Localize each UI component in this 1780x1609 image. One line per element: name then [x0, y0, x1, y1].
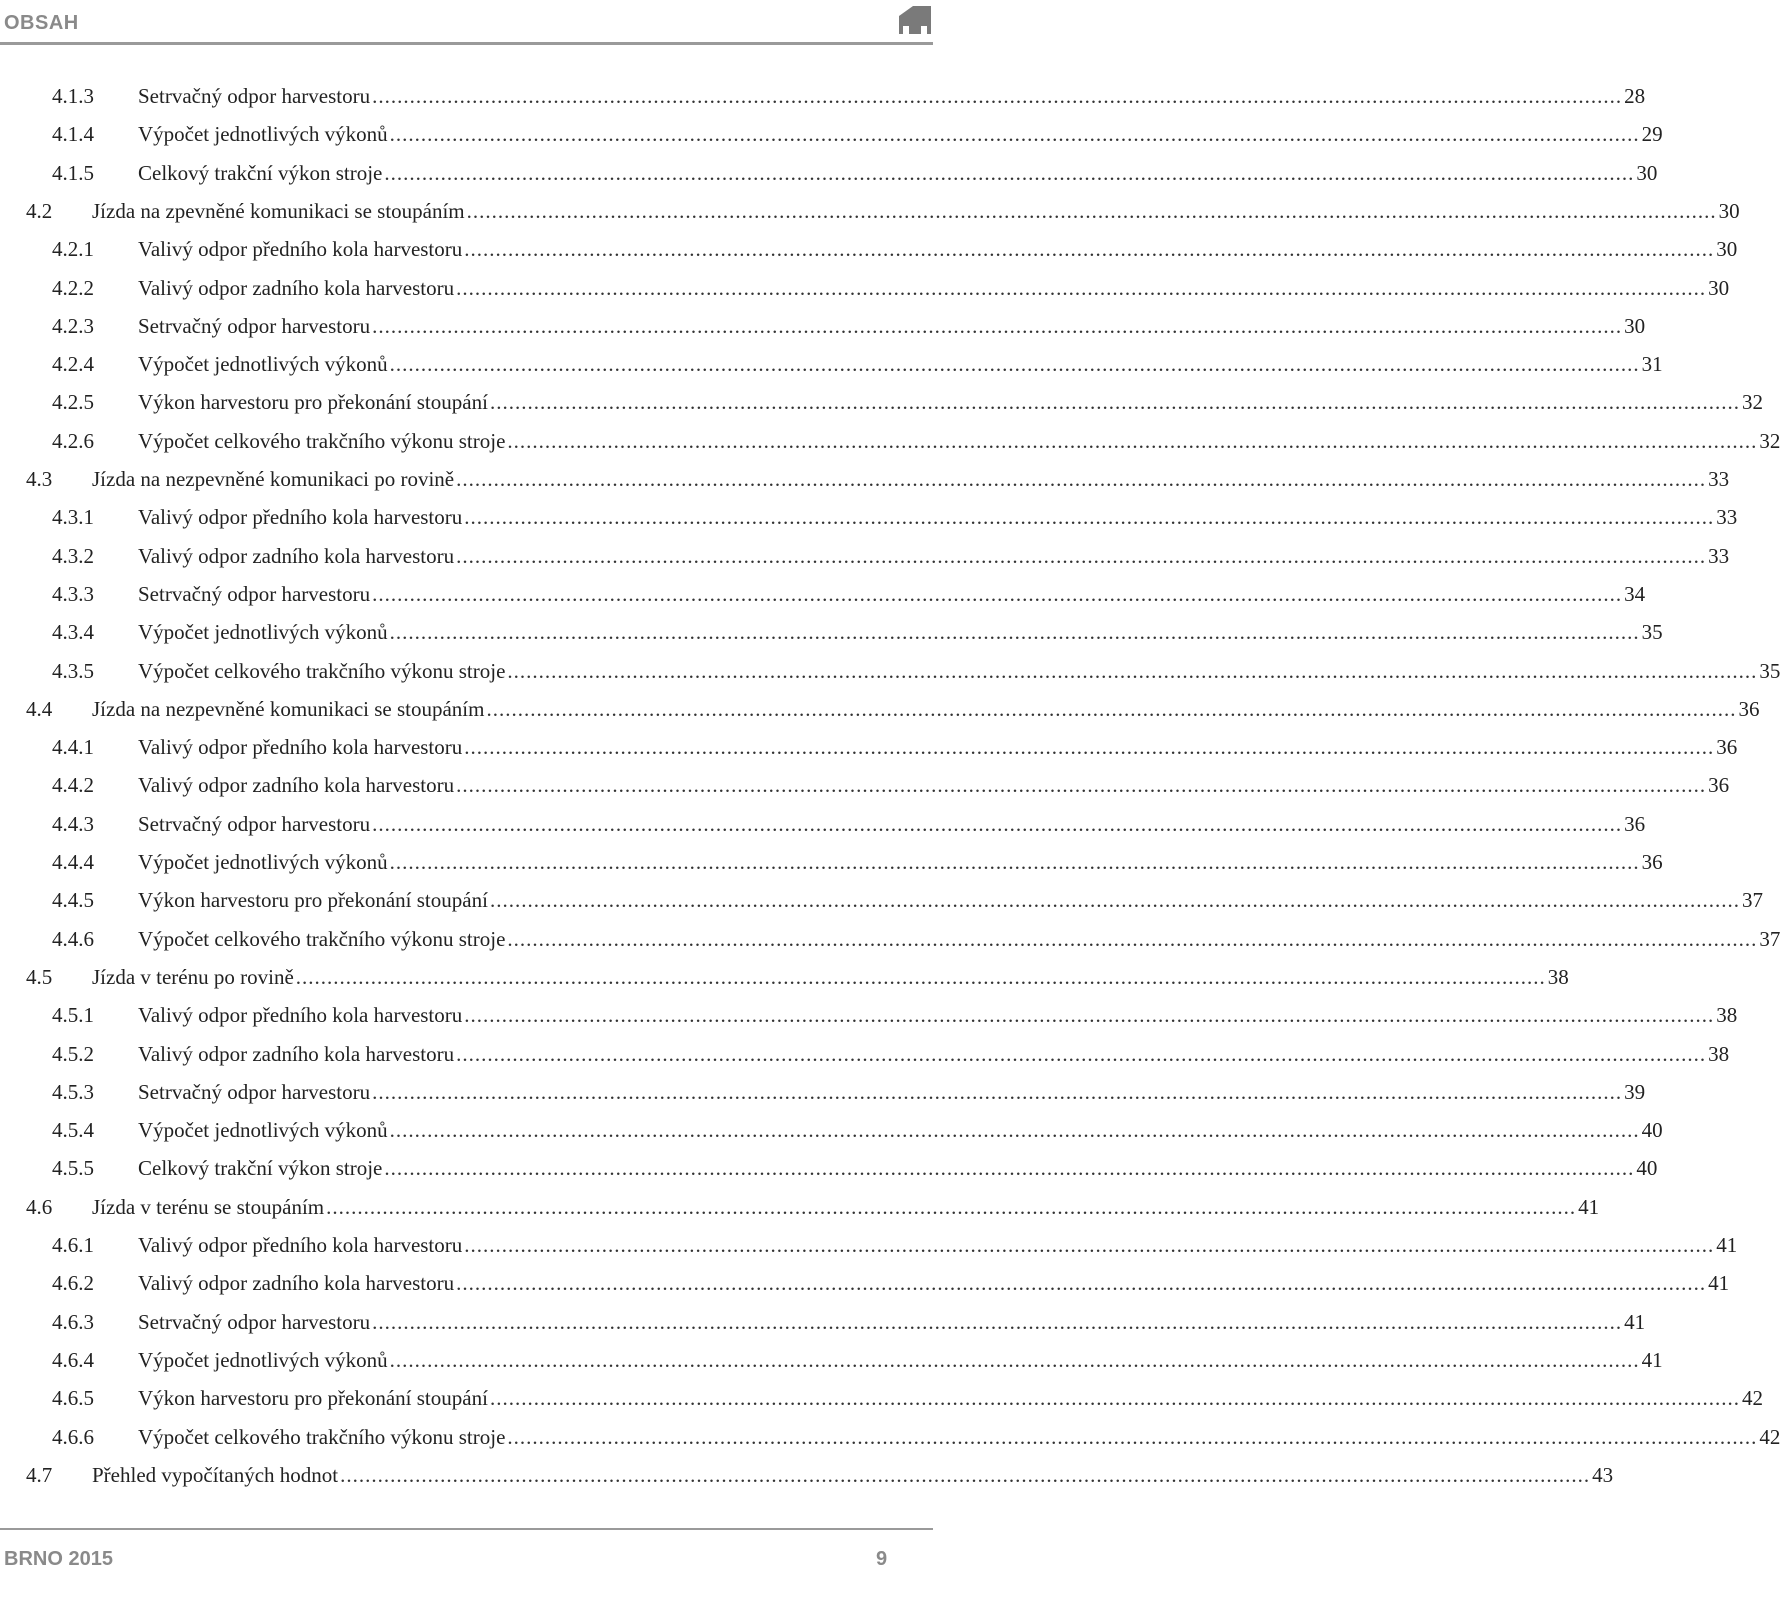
university-logo-icon [899, 4, 931, 36]
toc-dot-leader: ........................................................................................................................................................................................................ [372, 811, 1623, 836]
toc-entry[interactable] [52, 543, 1730, 582]
toc-entry[interactable] [52, 1156, 1658, 1194]
toc-entry-number: 4.6 [26, 1194, 53, 1219]
toc-entry-title: Výpočet celkového trakčního výkonu stroje [138, 428, 506, 453]
toc-entry-page: 30 [1716, 237, 1738, 262]
toc-dot-leader: ........................................................................................................................................................................................................ [384, 160, 1635, 185]
toc-entry-number: 4.2.3 [52, 313, 94, 338]
toc-entry-page: 41 [1624, 1309, 1646, 1334]
toc-entry-number: 4.3 [26, 467, 53, 491]
toc-entry-number: 4.5.5 [52, 1156, 94, 1181]
toc-entry[interactable] [52, 850, 1663, 888]
toc-dot-leader: ........................................................................................................................................................................................................ [295, 964, 1546, 989]
page-header [0, 0, 960, 46]
toc-entry-number: 4.3.3 [52, 581, 94, 606]
toc-entry-title: Celkový trakční výkon stroje [138, 1156, 383, 1181]
toc-entry[interactable] [52, 581, 1646, 620]
toc-entry-page: 32 [1741, 390, 1763, 415]
toc-dot-leader: ........................................................................................................................................................................................................ [489, 390, 1740, 415]
toc-entry-title: Výpočet jednotlivých výkonů [138, 620, 388, 645]
toc-dot-leader: ........................................................................................................................................................................................................ [340, 1462, 1591, 1487]
toc-entry-number: 4.4.6 [52, 926, 94, 951]
toc-entry-number: 4.5.3 [52, 1079, 94, 1104]
footer-divider [0, 1528, 933, 1530]
toc-dot-leader: ........................................................................................................................................................................................................ [507, 1424, 1758, 1449]
toc-entry[interactable] [52, 1309, 1646, 1348]
toc-dot-leader: ........................................................................................................................................................................................................ [384, 1156, 1635, 1181]
footer-location-year: BRNO 2015 [4, 1548, 113, 1570]
toc-dot-leader: ........................................................................................................................................................................................................ [389, 122, 1640, 147]
toc-entry-title: Jízda na zpevněné komunikaci se stoupáním [92, 198, 465, 223]
toc-dot-leader: ........................................................................................................................................................................................................ [464, 1003, 1715, 1028]
toc-entry[interactable] [52, 275, 1730, 314]
toc-entry-title: Valivý odpor zadního kola harvestoru [138, 275, 455, 300]
toc-entry-number: 4.2.1 [52, 237, 94, 262]
toc-entry-number: 4.4.5 [52, 888, 94, 913]
toc-dot-leader: ........................................................................................................................................................................................................ [372, 84, 1623, 108]
header-divider [0, 42, 933, 45]
toc-entry-page: 36 [1708, 773, 1730, 798]
toc-entry-number: 4.7 [26, 1462, 53, 1487]
toc-entry-page: 36 [1738, 696, 1760, 721]
toc-entry-page: 36 [1716, 735, 1738, 760]
toc-entry-number: 4.3.1 [52, 505, 94, 530]
toc-entry-page: 30 [1708, 275, 1730, 300]
toc-entry[interactable] [26, 1194, 1600, 1233]
toc-dot-leader: ........................................................................................................................................................................................................ [489, 888, 1740, 913]
toc-entry-title: Valivý odpor předního kola harvestoru [138, 237, 463, 262]
toc-dot-leader: ........................................................................................................................................................................................................ [464, 505, 1715, 530]
toc-entry-number: 4.3.2 [52, 543, 94, 568]
toc-entry-title: Setrvačný odpor harvestoru [138, 1079, 371, 1104]
toc-entry-title: Výkon harvestoru pro překonání stoupání [138, 1386, 488, 1411]
toc-entry-title: Setrvačný odpor harvestoru [138, 313, 371, 338]
toc-entry-title: Výpočet jednotlivých výkonů [138, 1118, 388, 1143]
toc-entry-page: 42 [1759, 1424, 1780, 1449]
toc-entry-title: Valivý odpor zadního kola harvestoru [138, 1041, 455, 1066]
toc-dot-leader: ........................................................................................................................................................................................................ [464, 237, 1715, 262]
toc-entry-page: 40 [1636, 1156, 1658, 1181]
toc-entry-page: 33 [1716, 505, 1738, 530]
toc-entry-title: Valivý odpor předního kola harvestoru [138, 1003, 463, 1028]
toc-entry-title: Jízda na nezpevněné komunikaci se stoupáním [92, 696, 485, 721]
toc-entry-page: 30 [1718, 198, 1740, 223]
toc-entry-title: Valivý odpor předního kola harvestoru [138, 505, 463, 530]
toc-dot-leader: ........................................................................................................................................................................................................ [372, 581, 1623, 606]
toc-dot-leader: ........................................................................................................................................................................................................ [456, 773, 1707, 798]
toc-dot-leader: ........................................................................................................................................................................................................ [507, 428, 1758, 453]
toc-entry-number: 4.2.5 [52, 390, 94, 415]
toc-entry[interactable] [52, 1118, 1663, 1156]
toc-dot-leader: ........................................................................................................................................................................................................ [507, 658, 1758, 683]
toc-dot-leader: ........................................................................................................................................................................................................ [456, 275, 1707, 300]
toc-entry-number: 4.1.3 [52, 84, 94, 108]
toc-entry-title: Valivý odpor zadního kola harvestoru [138, 773, 455, 798]
toc-entry[interactable] [52, 888, 1763, 926]
toc-entry-title: Výpočet celkového trakčního výkonu stroje [138, 658, 506, 683]
toc-entry[interactable] [52, 735, 1738, 773]
toc-entry-page: 35 [1759, 658, 1780, 683]
toc-dot-leader: ........................................................................................................................................................................................................ [456, 543, 1707, 568]
toc-entry[interactable] [52, 428, 1780, 467]
toc-entry-page: 38 [1547, 964, 1569, 989]
toc-entry-page: 28 [1624, 84, 1646, 108]
toc-entry-page: 43 [1592, 1462, 1614, 1487]
toc-dot-leader: ........................................................................................................................................................................................................ [372, 1309, 1623, 1334]
toc-entry-title: Výpočet jednotlivých výkonů [138, 1347, 388, 1372]
toc-entry-page: 41 [1641, 1347, 1663, 1372]
toc-entry-page: 41 [1716, 1233, 1738, 1257]
toc-dot-leader: ........................................................................................................................................................................................................ [486, 696, 1737, 721]
toc-entry-page: 29 [1641, 122, 1663, 147]
toc-entry-title: Jízda v terénu se stoupáním [92, 1194, 325, 1219]
toc-dot-leader: ........................................................................................................................................................................................................ [464, 1233, 1715, 1257]
toc-entry[interactable] [52, 1347, 1663, 1386]
toc-entry[interactable] [52, 390, 1763, 428]
toc-entry-page: 31 [1641, 352, 1663, 377]
toc-entry-page: 41 [1578, 1194, 1600, 1219]
toc-entry[interactable] [52, 1386, 1763, 1424]
toc-dot-leader: ........................................................................................................................................................................................................ [389, 850, 1640, 874]
toc-entry[interactable] [52, 811, 1646, 850]
toc-entry[interactable] [26, 467, 1730, 505]
toc-entry[interactable] [26, 1462, 1614, 1501]
toc-entry-page: 32 [1759, 428, 1780, 453]
toc-entry-title: Přehled vypočítaných hodnot [92, 1462, 339, 1487]
toc-entry[interactable] [52, 620, 1663, 658]
toc-entry-page: 30 [1624, 313, 1646, 338]
toc-entry-page: 37 [1741, 888, 1763, 913]
toc-entry-number: 4.6.1 [52, 1233, 94, 1257]
toc-entry[interactable] [52, 1271, 1730, 1309]
toc-entry-number: 4.4.3 [52, 811, 94, 836]
toc-entry-title: Setrvačný odpor harvestoru [138, 1309, 371, 1334]
toc-entry-page: 36 [1624, 811, 1646, 836]
toc-entry-number: 4.2.6 [52, 428, 94, 453]
toc-dot-leader: ........................................................................................................................................................................................................ [372, 1079, 1623, 1104]
toc-entry[interactable] [52, 926, 1780, 965]
toc-entry-number: 4.2 [26, 198, 53, 223]
toc-entry-number: 4.5 [26, 964, 53, 989]
toc-entry-title: Setrvačný odpor harvestoru [138, 84, 371, 108]
toc-entry-number: 4.5.2 [52, 1041, 94, 1066]
toc-entry-title: Jízda v terénu po rovině [92, 964, 294, 989]
toc-entry-title: Výpočet jednotlivých výkonů [138, 352, 388, 377]
toc-entry-number: 4.5.1 [52, 1003, 94, 1028]
toc-entry-number: 4.4.2 [52, 773, 94, 798]
toc-entry-number: 4.2.4 [52, 352, 94, 377]
toc-entry[interactable] [26, 696, 1760, 735]
toc-entry[interactable] [52, 505, 1738, 543]
toc-entry[interactable] [52, 773, 1730, 811]
toc-dot-leader: ........................................................................................................................................................................................................ [464, 735, 1715, 760]
toc-entry-page: 41 [1708, 1271, 1730, 1296]
toc-entry-page: 30 [1636, 160, 1658, 185]
toc-entry[interactable] [52, 1079, 1646, 1118]
toc-entry[interactable] [52, 84, 1646, 122]
toc-entry[interactable] [52, 313, 1646, 352]
toc-entry-number: 4.2.2 [52, 275, 94, 300]
toc-entry-number: 4.3.4 [52, 620, 94, 645]
toc-dot-leader: ........................................................................................................................................................................................................ [456, 467, 1707, 491]
toc-entry-title: Valivý odpor zadního kola harvestoru [138, 543, 455, 568]
toc-entry-page: 34 [1624, 581, 1646, 606]
toc-entry[interactable] [52, 160, 1658, 199]
toc-entry[interactable] [52, 658, 1780, 697]
toc-entry[interactable] [52, 1041, 1730, 1080]
toc-entry[interactable] [52, 122, 1663, 160]
header-title: OBSAH [4, 12, 79, 34]
toc-dot-leader: ........................................................................................................................................................................................................ [389, 620, 1640, 645]
toc-entry-title: Výpočet jednotlivých výkonů [138, 850, 388, 874]
toc-dot-leader: ........................................................................................................................................................................................................ [489, 1386, 1740, 1411]
toc-dot-leader: ........................................................................................................................................................................................................ [456, 1041, 1707, 1066]
toc-entry[interactable] [26, 198, 1740, 237]
toc-entry-number: 4.6.3 [52, 1309, 94, 1334]
toc-entry-page: 33 [1708, 467, 1730, 491]
toc-entry-page: 42 [1741, 1386, 1763, 1411]
toc-dot-leader: ........................................................................................................................................................................................................ [456, 1271, 1707, 1296]
toc-entry-number: 4.4.4 [52, 850, 94, 874]
toc-entry-page: 33 [1708, 543, 1730, 568]
toc-entry-number: 4.1.5 [52, 160, 94, 185]
toc-entry-number: 4.1.4 [52, 122, 94, 147]
toc-entry-number: 4.6.5 [52, 1386, 94, 1411]
toc-entry[interactable] [26, 964, 1569, 1003]
toc-dot-leader: ........................................................................................................................................................................................................ [389, 352, 1640, 377]
toc-entry-page: 37 [1759, 926, 1780, 951]
toc-entry-title: Výkon harvestoru pro překonání stoupání [138, 390, 488, 415]
toc-dot-leader: ........................................................................................................................................................................................................ [507, 926, 1758, 951]
toc-entry-number: 4.3.5 [52, 658, 94, 683]
toc-entry[interactable] [52, 237, 1738, 275]
toc-entry-title: Výkon harvestoru pro překonání stoupání [138, 888, 488, 913]
toc-dot-leader: ........................................................................................................................................................................................................ [389, 1347, 1640, 1372]
toc-entry[interactable] [52, 352, 1663, 390]
toc-dot-leader: ........................................................................................................................................................................................................ [372, 313, 1623, 338]
toc-entry-title: Valivý odpor předního kola harvestoru [138, 735, 463, 760]
footer-page-number: 9 [876, 1548, 888, 1570]
toc-entry-title: Valivý odpor předního kola harvestoru [138, 1233, 463, 1257]
toc-entry-title: Setrvačný odpor harvestoru [138, 811, 371, 836]
toc-entry[interactable] [52, 1233, 1738, 1271]
toc-entry-title: Výpočet celkového trakčního výkonu stroje [138, 1424, 506, 1449]
toc-entry-title: Výpočet celkového trakčního výkonu stroje [138, 926, 506, 951]
toc-entry-page: 39 [1624, 1079, 1646, 1104]
toc-entry-number: 4.6.4 [52, 1347, 94, 1372]
toc-entry-page: 38 [1708, 1041, 1730, 1066]
toc-entry-title: Setrvačný odpor harvestoru [138, 581, 371, 606]
toc-entry-page: 40 [1641, 1118, 1663, 1143]
toc-dot-leader: ........................................................................................................................................................................................................ [326, 1194, 1577, 1219]
toc-entry-page: 38 [1716, 1003, 1738, 1028]
toc-entry-number: 4.6.6 [52, 1424, 94, 1449]
toc-entry[interactable] [52, 1003, 1738, 1041]
toc-entry-page: 35 [1641, 620, 1663, 645]
toc-entry[interactable] [52, 1424, 1780, 1463]
toc-entry-number: 4.4 [26, 696, 53, 721]
toc-entry-title: Výpočet jednotlivých výkonů [138, 122, 388, 147]
toc-entry-title: Celkový trakční výkon stroje [138, 160, 383, 185]
toc-entry-number: 4.5.4 [52, 1118, 94, 1143]
toc-entry-page: 36 [1641, 850, 1663, 874]
toc-dot-leader: ........................................................................................................................................................................................................ [389, 1118, 1640, 1143]
toc-entry-title: Valivý odpor zadního kola harvestoru [138, 1271, 455, 1296]
toc-entry-title: Jízda na nezpevněné komunikaci po rovině [92, 467, 455, 491]
toc-entry-number: 4.4.1 [52, 735, 94, 760]
toc-dot-leader: ........................................................................................................................................................................................................ [466, 198, 1717, 223]
toc-entry-number: 4.6.2 [52, 1271, 94, 1296]
